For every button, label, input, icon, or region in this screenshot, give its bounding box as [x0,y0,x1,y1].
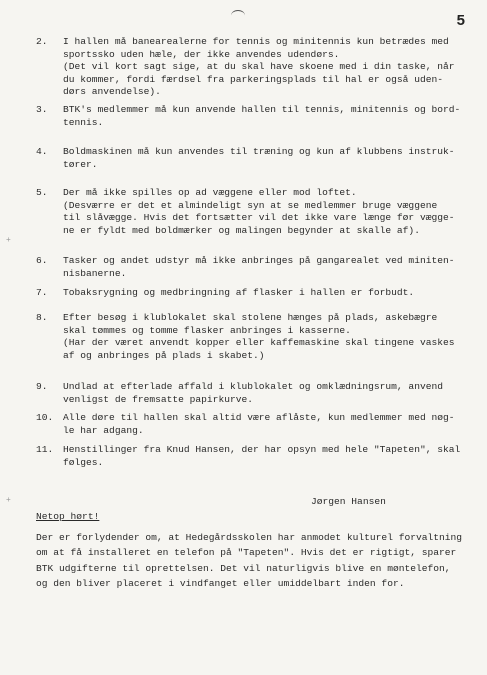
notice-line: Der er forlydender om, at Hedegårdsskolen har anmodet kulturel forvaltning [36,532,463,543]
rule-line: Tobaksrygning og medbringning af flasker i hallen er forbudt. [63,287,415,298]
rule-line: Der må ikke spilles op ad væggene eller mod loftet. [63,187,357,198]
rule-line: dørs anvendelse). [63,86,161,98]
rule-text [63,104,468,129]
rule-text [63,255,468,280]
notice-line: og den bliver placeret i vindfanget eller umiddelbart inden for. [36,578,405,590]
rule-number: 7. [36,287,48,298]
rule-text [63,187,468,237]
rule-text [63,444,468,469]
rule-line: tennis. [63,116,104,128]
rule-line: BTK's medlemmer må kun anvende hallen til tennis, minitennis og bord- [63,104,461,115]
rule-line: tører. [63,158,98,170]
rule-number: 3. [36,104,48,115]
rule-number: 5. [36,187,48,198]
notice-line: om at få installeret en telefon på "Tapeten". Hvis det er rigtigt, sparer [36,547,457,559]
rule-text [63,381,468,406]
rule-line: Efter besøg i klublokalet skal stolene hænges på plads, askebægre [63,312,438,323]
rule-number: 8. [36,312,48,323]
rule-line: nisbanerne. [63,267,127,279]
notice-text [36,530,466,592]
rule-line: Henstillinger fra Knud Hansen, der har opsyn med hele "Tapeten", skal [63,444,461,455]
rule-line: du kommer, fordi færdsel fra parkeringsplads til hal er også uden- [63,73,443,85]
rule-number: 10. [36,412,54,423]
punch-mark: + [6,236,11,245]
rule-line: følges. [63,456,104,468]
rule-number: 11. [36,444,54,455]
rule-line: skal tømmes og tomme flasker anbringes i kasserne. [63,324,351,336]
rule-number: 6. [36,255,48,266]
rule-line: venligst de fremsatte papirkurve. [63,393,253,405]
rule-line: ne er fyldt med boldmærker og malingen begynder at skalle af). [63,224,420,236]
rule-line: Alle døre til hallen skal altid være aflåste, kun medlemmer med nøg- [63,412,455,423]
rule-line: til slåvægge. Hvis det fortsætter vil det ikke vare længe før vægge- [63,212,455,224]
page-number: 5 [456,12,465,29]
rule-line: (Det vil kort sagt sige, at du skal have skoene med i din taske, når [63,61,455,73]
rule-line: Boldmaskinen må kun anvendes til træning og kun af klubbens instruk- [63,146,455,157]
notice-heading: Netop hørt! [36,511,100,522]
rule-line: Tasker og andet udstyr må ikke anbringes på gangarealet ved miniten- [63,255,455,266]
rule-text [63,312,468,362]
rule-text [63,287,468,300]
rule-text [63,36,468,99]
rule-number: 2. [36,36,48,47]
rule-number: 9. [36,381,48,392]
rule-line: (Desværre er det et almindeligt syn at se medlemmer bruge væggene [63,199,438,211]
punch-mark: + [6,496,11,505]
pen-mark [231,10,245,21]
rule-line: Undlad at efterlade affald i klublokalet og omklædningsrum, anvend [63,381,443,392]
notice-line: BTK udgifterne til oprettelsen. Det vil naturligvis blive en møntelefon, [36,562,451,574]
rule-line: I hallen må banearealerne for tennis og minitennis kun betrædes med [63,36,449,47]
rule-line: le har adgang. [63,424,144,436]
rule-line: (Har der været anvendt kopper eller kaffemaskine skal tingene vaskes [63,337,455,349]
signature: Jørgen Hansen [311,496,386,507]
rule-line: af og anbringes på plads i skabet.) [63,349,265,361]
rule-text [63,146,468,171]
rule-text [63,412,468,437]
rule-line: sportssko uden hæle, der ikke anvendes udendørs. [63,48,340,60]
rule-number: 4. [36,146,48,157]
